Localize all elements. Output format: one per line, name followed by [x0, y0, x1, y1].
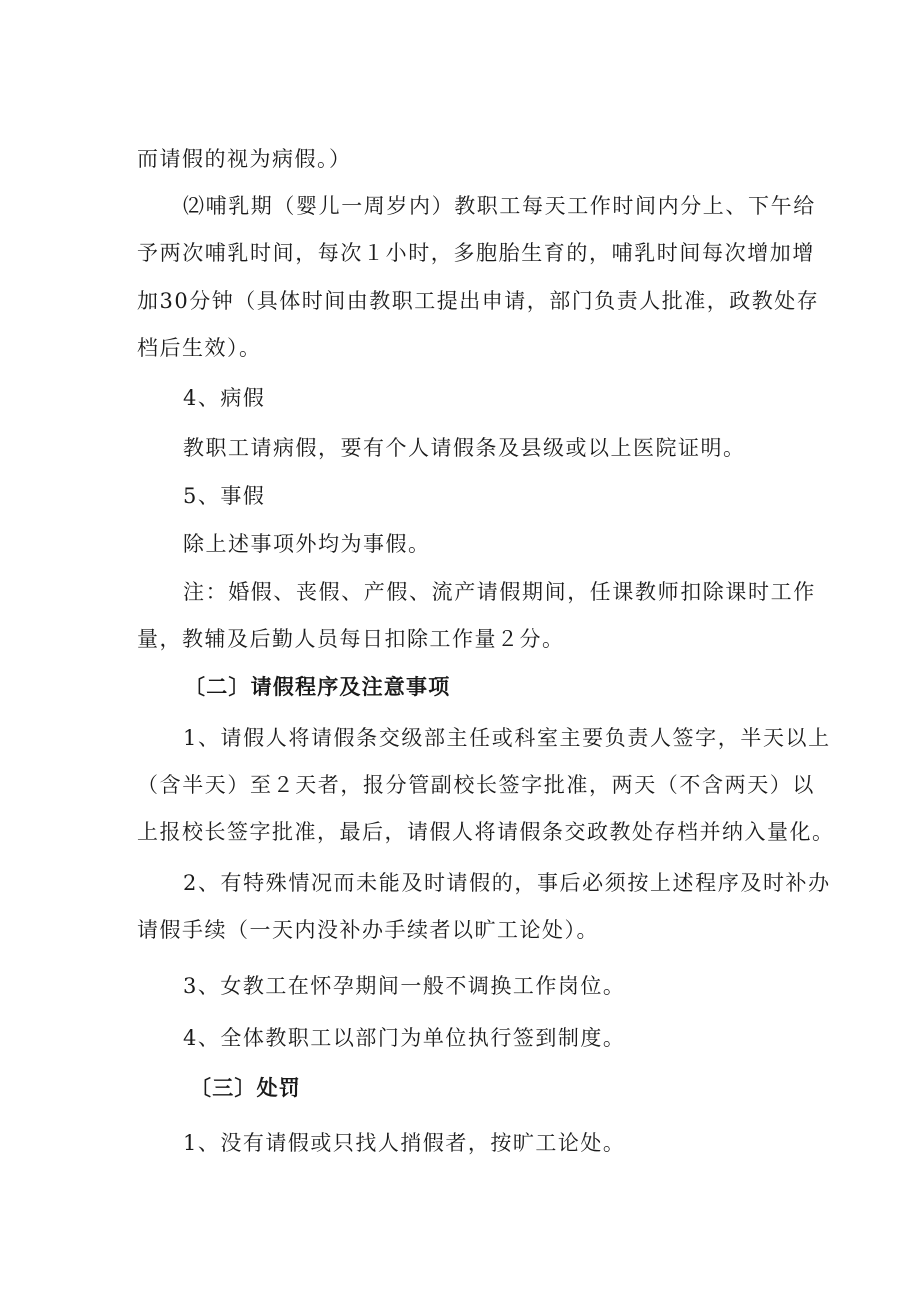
paragraph-line: 4、全体教职工以部门为单位执行签到制度。	[183, 1026, 626, 1050]
section-heading: 〔三〕处罚	[190, 1075, 301, 1100]
paragraph-line: （含半天）至２天者，报分管副校长签字批准，两天（不含两天）以	[137, 773, 815, 797]
paragraph-line: 请假手续（一天内没补办手续者以旷工论处）。	[137, 918, 599, 942]
paragraph-line: 除上述事项外均为事假。	[183, 532, 431, 556]
paragraph-line: 1、没有请假或只找人捎假者，按旷工论处。	[183, 1131, 626, 1155]
paragraph-line: 2、有特殊情况而未能及时请假的，事后必须按上述程序及时补办	[183, 871, 831, 895]
paragraph-line: 而请假的视为病假。）	[137, 147, 352, 171]
paragraph-line: ⑵哺乳期（婴儿一周岁内）教职工每天工作时间内分上、下午给	[183, 194, 816, 218]
paragraph-line: 1、请假人将请假条交级部主任或科室主要负责人签字，半天以上	[183, 726, 831, 750]
paragraph-line: 予两次哺乳时间，每次１小时，多胞胎生育的，哺乳时间每次增加增	[137, 241, 815, 265]
paragraph-line: 教职工请病假，要有个人请假条及县级或以上医院证明。	[183, 436, 746, 460]
paragraph-line: 档后生效）。	[137, 336, 262, 360]
note-line: 量，教辅及后勤人员每日扣除工作量２分。	[137, 627, 565, 651]
section-heading: 5、事假	[183, 484, 266, 508]
paragraph-line: 上报校长签字批准，最后，请假人将请假条交政教处存档并纳入量化。	[137, 820, 835, 844]
section-heading: 〔二〕请假程序及注意事项	[184, 674, 451, 699]
paragraph-line: 3、女教工在怀孕期间一般不调换工作岗位。	[183, 974, 626, 998]
paragraph-line: 加30分钟（具体时间由教职工提出申请，部门负责人批准，政教处存	[137, 289, 820, 313]
note-line: 注：婚假、丧假、产假、流产请假期间，任课教师扣除课时工作	[183, 580, 816, 604]
section-heading: 4、病假	[183, 386, 266, 410]
